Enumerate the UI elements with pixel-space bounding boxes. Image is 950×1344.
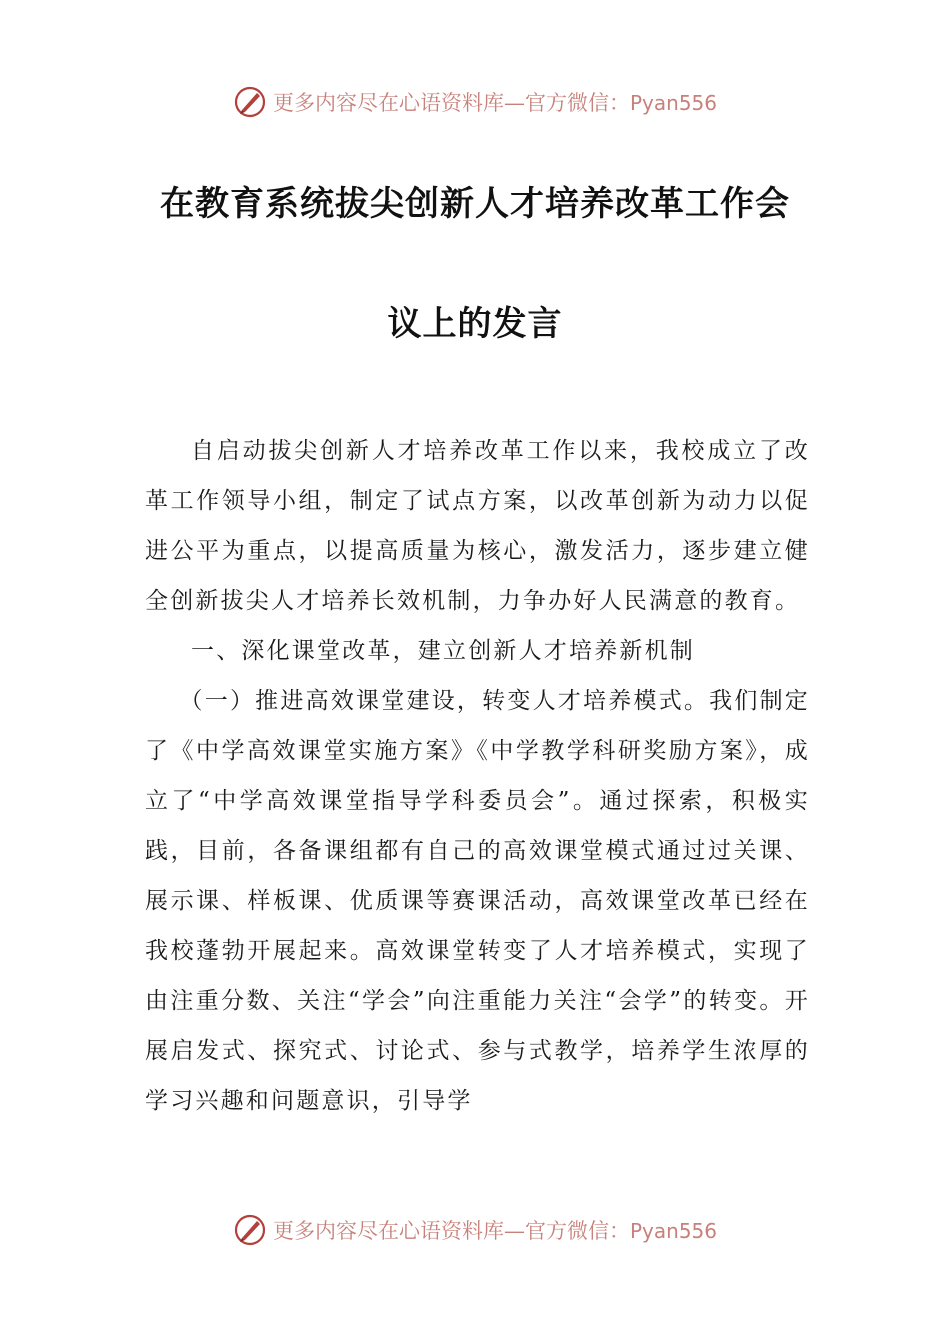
watermark-banner-bottom (0, 1208, 950, 1252)
document-title-line-1: 在教育系统拔尖创新人才培养改革工作会 (160, 184, 790, 224)
wechat-id: Pyan556 (629, 91, 717, 115)
intro-paragraph: 自启动拔尖创新人才培养改革工作以来，我校成立了改革工作领导小组，制定了试点方案，以改革创新为动力以促进公平为重点，以提高质量为核心，激发活力，逐步建立健全创新拔尖人才培养长效机制，力争办好人民满意的教育。 (145, 438, 810, 614)
document-body (145, 426, 810, 1126)
pen-circle-logo-icon (233, 1213, 267, 1247)
document-title-line-2: 议上的发言 (387, 304, 563, 344)
watermark-text: 更多内容尽在心语资料库—官方微信：Pyan556 (272, 91, 717, 115)
section-1-item-1-paragraph: （一）推进高效课堂建设，转变人才培养模式。我们制定了《中学高效课堂实施方案》《中学教学科研奖励方案》，成立了“中学高效课堂指导学科委员会”。通过探索，积极实践，目前，各备课组都有自己的高效课堂模式通过过关课、展示课、样板课、优质课等赛课活动，高效课堂改革已经在我校蓬勃开展起来。高效课堂转变了人才培养模式，实现了由注重分数、关注“学会”向注重能力关注“会学”的转变。开展启发式、探究式、讨论式、参与式教学，培养学生浓厚的学习兴趣和问题意识，引导学 (145, 688, 810, 1114)
wechat-id: Pyan556 (629, 1219, 717, 1243)
pen-circle-logo-icon (233, 85, 267, 119)
watermark-text: 更多内容尽在心语资料库—官方微信：Pyan556 (272, 1219, 717, 1243)
section-1-heading: 一、深化课堂改革，建立创新人才培养新机制 (191, 638, 695, 664)
watermark-banner-top (0, 80, 950, 124)
